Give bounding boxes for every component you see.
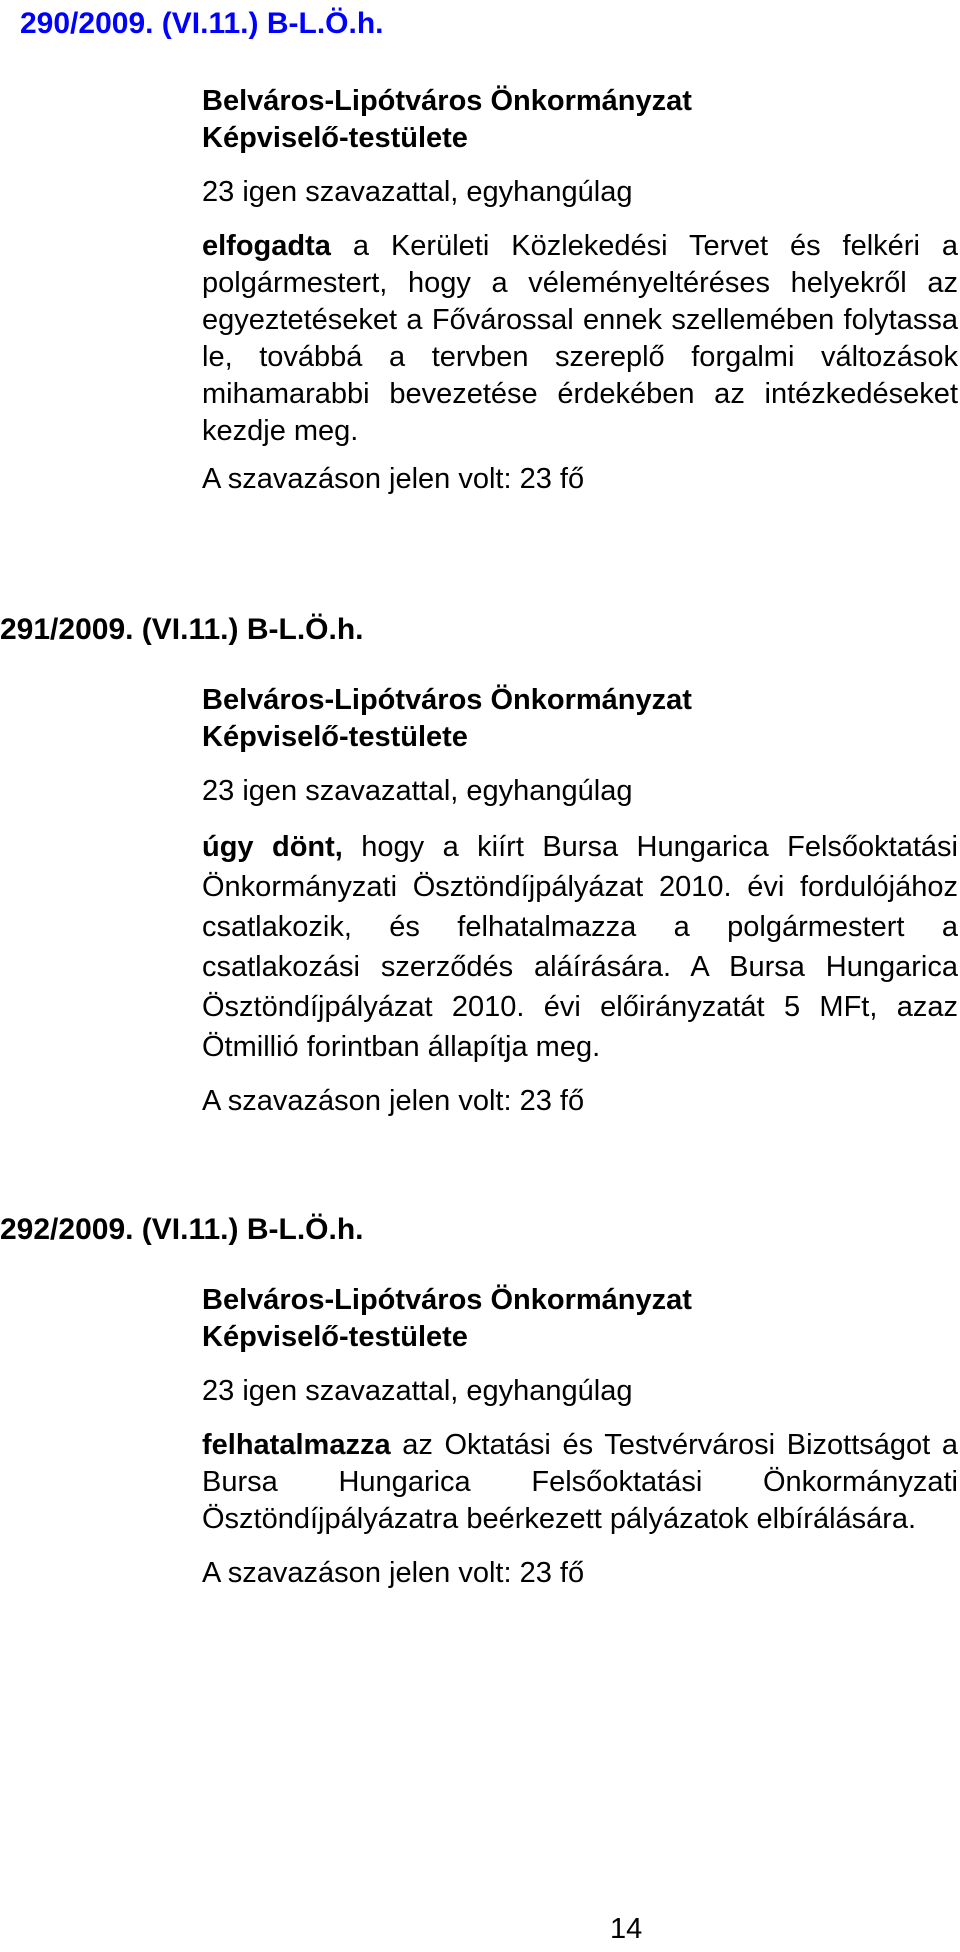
body-name-line2: Képviselő-testülete <box>202 1321 468 1353</box>
resolution-number: 290/2009. (VI.11.) B-L.Ö.h. <box>20 7 384 40</box>
page-number: 14 <box>610 1913 643 1945</box>
body-name: Belváros-Lipótváros Önkormányzat <box>202 684 692 716</box>
decision-text <box>202 1427 958 1538</box>
vote-result: 23 igen szavazattal, egyhangúlag <box>202 775 633 807</box>
resolution-number: 291/2009. (VI.11.) B-L.Ö.h. <box>0 613 364 646</box>
decision-body: a Kerületi Közlekedési Tervet és felkéri a polgármestert, hogy a véleményeltéréses helyekről az egyeztetéseket a Fővárossal ennek szellemében folytassa le, továbbá a tervben szereplő forgalmi változások mihamarabbi bevezetése érdekében az intézkedéseket kezdje meg. <box>202 230 958 447</box>
resolution-body <box>202 83 958 498</box>
decision-verb: elfogadta <box>202 230 331 262</box>
body-name-line2: Képviselő-testülete <box>202 721 468 753</box>
resolution-body <box>202 682 958 1120</box>
decision-body: az Oktatási és Testvérvárosi Bizottságot a Bursa Hungarica Felsőoktatási Önkormányzati Ösztöndíjpályázatra beérkezett pályázatok elbírálására. <box>202 1429 958 1535</box>
decision-text <box>202 827 958 1067</box>
vote-result: 23 igen szavazattal, egyhangúlag <box>202 176 633 208</box>
body-name: Belváros-Lipótváros Önkormányzat <box>202 1284 692 1316</box>
resolution-number: 292/2009. (VI.11.) B-L.Ö.h. <box>0 1213 364 1246</box>
resolution-body <box>202 1282 958 1592</box>
body-name: Belváros-Lipótváros Önkormányzat <box>202 85 692 117</box>
attendance: A szavazáson jelen volt: 23 fő <box>202 463 585 495</box>
body-name-line2: Képviselő-testülete <box>202 122 468 154</box>
decision-verb: úgy dönt, <box>202 831 343 863</box>
vote-result: 23 igen szavazattal, egyhangúlag <box>202 1375 633 1407</box>
attendance: A szavazáson jelen volt: 23 fő <box>202 1557 585 1589</box>
decision-verb: felhatalmazza <box>202 1429 391 1461</box>
decision-text <box>202 228 958 450</box>
decision-body: hogy a kiírt Bursa Hungarica Felsőoktatási Önkormányzati Ösztöndíjpályázat 2010. évi fordulójához csatlakozik, és felhatalmazza a polgármestert a csatlakozási szerződés aláírására. A Bursa Hungarica Ösztöndíjpályázat 2010. évi előirányzatát 5 MFt, azaz Ötmillió forintban állapítja meg. <box>202 831 958 1063</box>
attendance: A szavazáson jelen volt: 23 fő <box>202 1085 585 1117</box>
